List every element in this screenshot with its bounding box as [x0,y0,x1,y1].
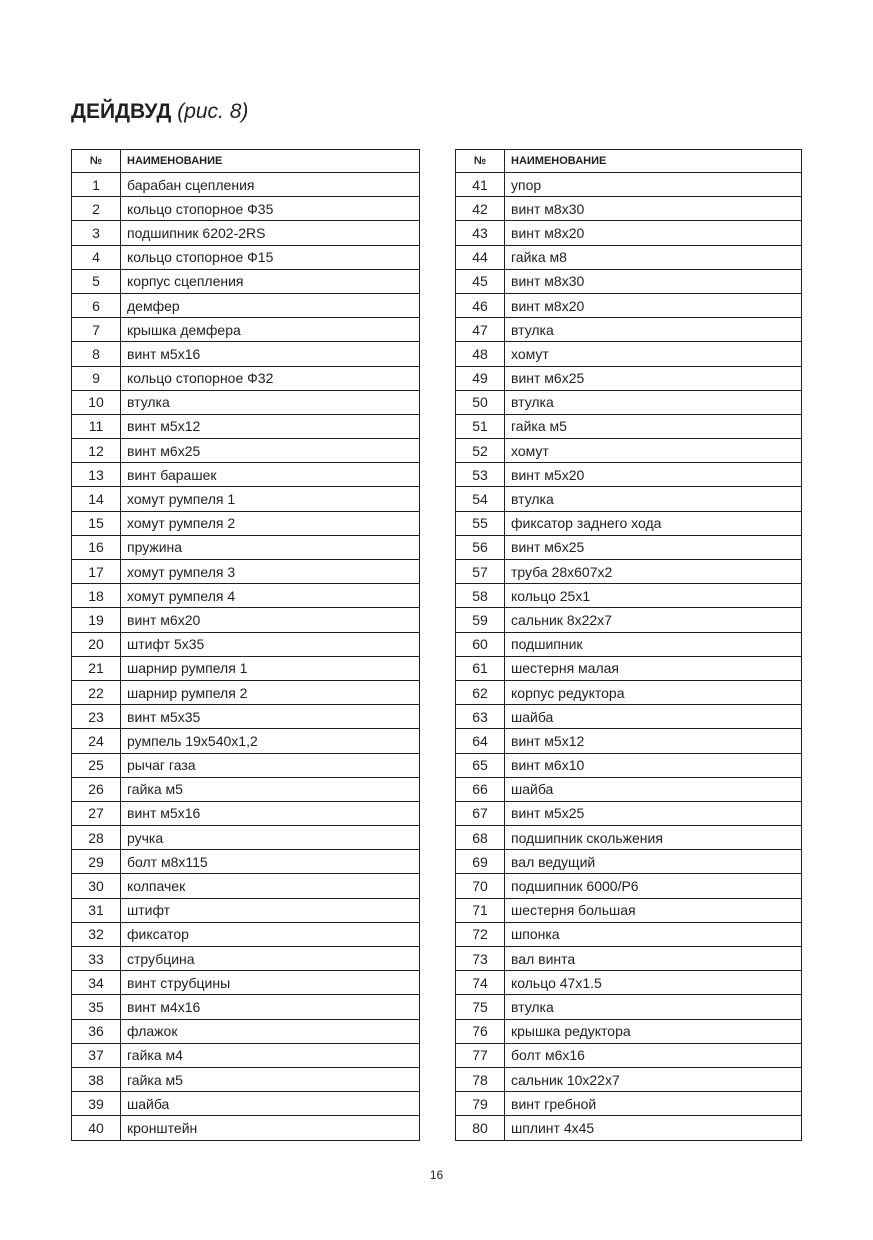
part-name: втулка [505,995,802,1019]
part-name: кольцо стопорное Ф15 [121,245,420,269]
table-row [72,390,420,414]
part-name: кольцо 47х1.5 [505,971,802,995]
table-row [72,197,420,221]
part-name: ручка [121,826,420,850]
part-number: 59 [456,608,505,632]
part-name: винт м5х12 [121,414,420,438]
part-name: шарнир румпеля 1 [121,656,420,680]
table-row [456,584,802,608]
part-number: 10 [72,390,121,414]
part-number: 72 [456,922,505,946]
part-name: втулка [121,390,420,414]
part-number: 38 [72,1067,121,1091]
page-title-figure-ref: (рис. 8) [177,100,249,123]
part-name: гайка м5 [121,1067,420,1091]
part-number: 20 [72,632,121,656]
part-number: 60 [456,632,505,656]
part-number: 7 [72,318,121,342]
part-name: винт м5х20 [505,463,802,487]
part-number: 18 [72,584,121,608]
part-number: 45 [456,269,505,293]
part-name: винт м6х25 [505,535,802,559]
part-name: хомут [505,439,802,463]
part-number: 33 [72,947,121,971]
part-number: 1 [72,173,121,197]
column-header-name: НАИМЕНОВАНИЕ [121,150,420,173]
part-number: 67 [456,801,505,825]
part-name: фиксатор [121,922,420,946]
table-row [72,922,420,946]
table-row [72,269,420,293]
table-row [456,1116,802,1140]
part-name: винт барашек [121,463,420,487]
table-row [456,173,802,197]
part-number: 34 [72,971,121,995]
part-name: кольцо стопорное Ф35 [121,197,420,221]
table-row [72,947,420,971]
part-name: флажок [121,1019,420,1043]
part-name: фиксатор заднего хода [505,511,802,535]
part-name: гайка м8 [505,245,802,269]
table-row [72,560,420,584]
table-row [72,584,420,608]
part-number: 14 [72,487,121,511]
part-number: 8 [72,342,121,366]
table-row [72,173,420,197]
part-number: 43 [456,221,505,245]
part-name: труба 28х607х2 [505,560,802,584]
part-name: винт м6х20 [121,608,420,632]
part-name: винт м6х25 [505,366,802,390]
part-name: подшипник [505,632,802,656]
table-row [456,850,802,874]
part-name: втулка [505,390,802,414]
part-number: 32 [72,922,121,946]
part-number: 16 [72,535,121,559]
table-row [456,729,802,753]
table-row [456,777,802,801]
table-row [72,971,420,995]
table-row [72,729,420,753]
part-number: 65 [456,753,505,777]
table-row [72,463,420,487]
part-name: упор [505,173,802,197]
table-row [72,414,420,438]
part-number: 46 [456,293,505,317]
table-row [72,608,420,632]
column-header-number: № [72,150,121,173]
part-name: винт м8х20 [505,293,802,317]
part-number: 79 [456,1092,505,1116]
part-number: 58 [456,584,505,608]
table-row [72,995,420,1019]
table-row [456,221,802,245]
table-row [456,826,802,850]
part-number: 68 [456,826,505,850]
part-name: хомут румпеля 3 [121,560,420,584]
part-number: 27 [72,801,121,825]
part-number: 23 [72,705,121,729]
part-name: хомут румпеля 2 [121,511,420,535]
part-number: 24 [72,729,121,753]
part-name: винт м6х10 [505,753,802,777]
part-number: 4 [72,245,121,269]
part-name: винт м4х16 [121,995,420,1019]
part-number: 30 [72,874,121,898]
part-name: винт м5х25 [505,801,802,825]
parts-table-left-body [72,173,420,1141]
part-number: 36 [72,1019,121,1043]
parts-table-right-body [456,173,802,1141]
part-number: 61 [456,656,505,680]
part-name: шайба [505,705,802,729]
part-name: шпонка [505,922,802,946]
table-row [72,656,420,680]
table-row [72,535,420,559]
part-number: 54 [456,487,505,511]
table-row [456,1043,802,1067]
table-row [456,608,802,632]
part-name: колпачек [121,874,420,898]
part-name: винт м8х30 [505,197,802,221]
part-name: кронштейн [121,1116,420,1140]
part-number: 69 [456,850,505,874]
table-row [456,995,802,1019]
table-row [72,342,420,366]
part-name: винт м8х20 [505,221,802,245]
part-number: 15 [72,511,121,535]
part-number: 25 [72,753,121,777]
part-number: 51 [456,414,505,438]
table-header-row [72,150,420,173]
part-name: сальник 10х22х7 [505,1067,802,1091]
part-name: подшипник 6202-2RS [121,221,420,245]
part-name: шарнир румпеля 2 [121,680,420,704]
table-row [456,1019,802,1043]
table-row [72,245,420,269]
table-row [456,560,802,584]
part-number: 22 [72,680,121,704]
part-name: кольцо 25х1 [505,584,802,608]
table-row [456,632,802,656]
part-name: винт м5х16 [121,342,420,366]
table-row [72,293,420,317]
table-row [72,680,420,704]
table-row [72,850,420,874]
part-name: болт м6х16 [505,1043,802,1067]
part-number: 47 [456,318,505,342]
part-name: рычаг газа [121,753,420,777]
part-number: 21 [72,656,121,680]
part-number: 52 [456,439,505,463]
table-row [72,487,420,511]
table-row [456,947,802,971]
part-number: 48 [456,342,505,366]
part-number: 56 [456,535,505,559]
table-row [456,656,802,680]
part-name: шестерня большая [505,898,802,922]
part-number: 2 [72,197,121,221]
part-name: втулка [505,318,802,342]
part-name: винт гребной [505,1092,802,1116]
table-header-row [456,150,802,173]
table-row [456,971,802,995]
part-name: шестерня малая [505,656,802,680]
table-row [72,511,420,535]
part-number: 70 [456,874,505,898]
part-number: 74 [456,971,505,995]
part-number: 42 [456,197,505,221]
table-row [72,777,420,801]
table-row [72,439,420,463]
page-title [71,98,248,126]
table-row [72,221,420,245]
table-row [456,463,802,487]
part-number: 71 [456,898,505,922]
table-row [456,680,802,704]
part-name: винт м5х16 [121,801,420,825]
part-number: 6 [72,293,121,317]
part-name: хомут [505,342,802,366]
part-number: 41 [456,173,505,197]
table-row [456,1092,802,1116]
part-name: кольцо стопорное Ф32 [121,366,420,390]
part-number: 3 [72,221,121,245]
table-row [456,245,802,269]
part-name: румпель 19х540х1,2 [121,729,420,753]
part-number: 9 [72,366,121,390]
table-row [456,705,802,729]
part-number: 5 [72,269,121,293]
table-row [72,1043,420,1067]
part-number: 55 [456,511,505,535]
part-name: винт м8х30 [505,269,802,293]
part-name: хомут румпеля 1 [121,487,420,511]
table-row [456,753,802,777]
part-number: 17 [72,560,121,584]
table-row [456,293,802,317]
table-row [456,414,802,438]
part-name: крышка демфера [121,318,420,342]
part-number: 78 [456,1067,505,1091]
part-name: винт м5х35 [121,705,420,729]
part-number: 35 [72,995,121,1019]
table-row [72,318,420,342]
part-name: демфер [121,293,420,317]
table-row [456,874,802,898]
part-name: шайба [505,777,802,801]
part-number: 37 [72,1043,121,1067]
part-name: струбцина [121,947,420,971]
table-row [456,197,802,221]
part-name: корпус редуктора [505,680,802,704]
table-row [72,705,420,729]
column-header-name: НАИМЕНОВАНИЕ [505,150,802,173]
part-name: штифт 5х35 [121,632,420,656]
part-number: 26 [72,777,121,801]
table-row [72,632,420,656]
part-name: барабан сцепления [121,173,420,197]
part-name: вал ведущий [505,850,802,874]
table-row [72,753,420,777]
part-number: 11 [72,414,121,438]
part-name: втулка [505,487,802,511]
part-number: 77 [456,1043,505,1067]
page-title-main: ДЕЙДВУД [71,100,172,123]
table-row [72,801,420,825]
part-name: подшипник 6000/P6 [505,874,802,898]
part-number: 44 [456,245,505,269]
part-number: 76 [456,1019,505,1043]
table-row [72,874,420,898]
table-row [456,801,802,825]
part-number: 63 [456,705,505,729]
table-row [456,269,802,293]
part-number: 49 [456,366,505,390]
table-row [456,318,802,342]
table-row [456,898,802,922]
table-row [456,1067,802,1091]
part-number: 29 [72,850,121,874]
part-name: крышка редуктора [505,1019,802,1043]
part-name: шплинт 4х45 [505,1116,802,1140]
table-row [72,898,420,922]
part-name: сальник 8х22х7 [505,608,802,632]
part-name: шайба [121,1092,420,1116]
part-number: 40 [72,1116,121,1140]
part-name: корпус сцепления [121,269,420,293]
table-row [72,1116,420,1140]
part-number: 50 [456,390,505,414]
part-name: винт м6х25 [121,439,420,463]
part-number: 57 [456,560,505,584]
part-number: 12 [72,439,121,463]
table-row [72,826,420,850]
column-header-number: № [456,150,505,173]
part-name: болт м8х115 [121,850,420,874]
table-row [456,535,802,559]
part-number: 75 [456,995,505,1019]
part-name: гайка м4 [121,1043,420,1067]
part-number: 73 [456,947,505,971]
part-number: 66 [456,777,505,801]
page-number: 16 [429,1168,444,1182]
part-name: винт струбцины [121,971,420,995]
table-row [456,922,802,946]
part-number: 28 [72,826,121,850]
part-name: пружина [121,535,420,559]
table-row [456,390,802,414]
part-name: вал винта [505,947,802,971]
part-number: 31 [72,898,121,922]
part-name: штифт [121,898,420,922]
table-row [456,342,802,366]
part-number: 13 [72,463,121,487]
part-name: хомут румпеля 4 [121,584,420,608]
table-row [72,1092,420,1116]
table-row [72,366,420,390]
part-number: 62 [456,680,505,704]
table-row [72,1067,420,1091]
part-name: гайка м5 [505,414,802,438]
table-row [72,1019,420,1043]
table-row [456,511,802,535]
part-name: винт м5х12 [505,729,802,753]
part-number: 19 [72,608,121,632]
parts-table-right [455,149,802,1141]
part-number: 80 [456,1116,505,1140]
part-name: гайка м5 [121,777,420,801]
table-row [456,439,802,463]
part-number: 53 [456,463,505,487]
part-name: подшипник скольжения [505,826,802,850]
table-row [456,487,802,511]
parts-table-left [71,149,420,1141]
part-number: 39 [72,1092,121,1116]
part-number: 64 [456,729,505,753]
table-row [456,366,802,390]
